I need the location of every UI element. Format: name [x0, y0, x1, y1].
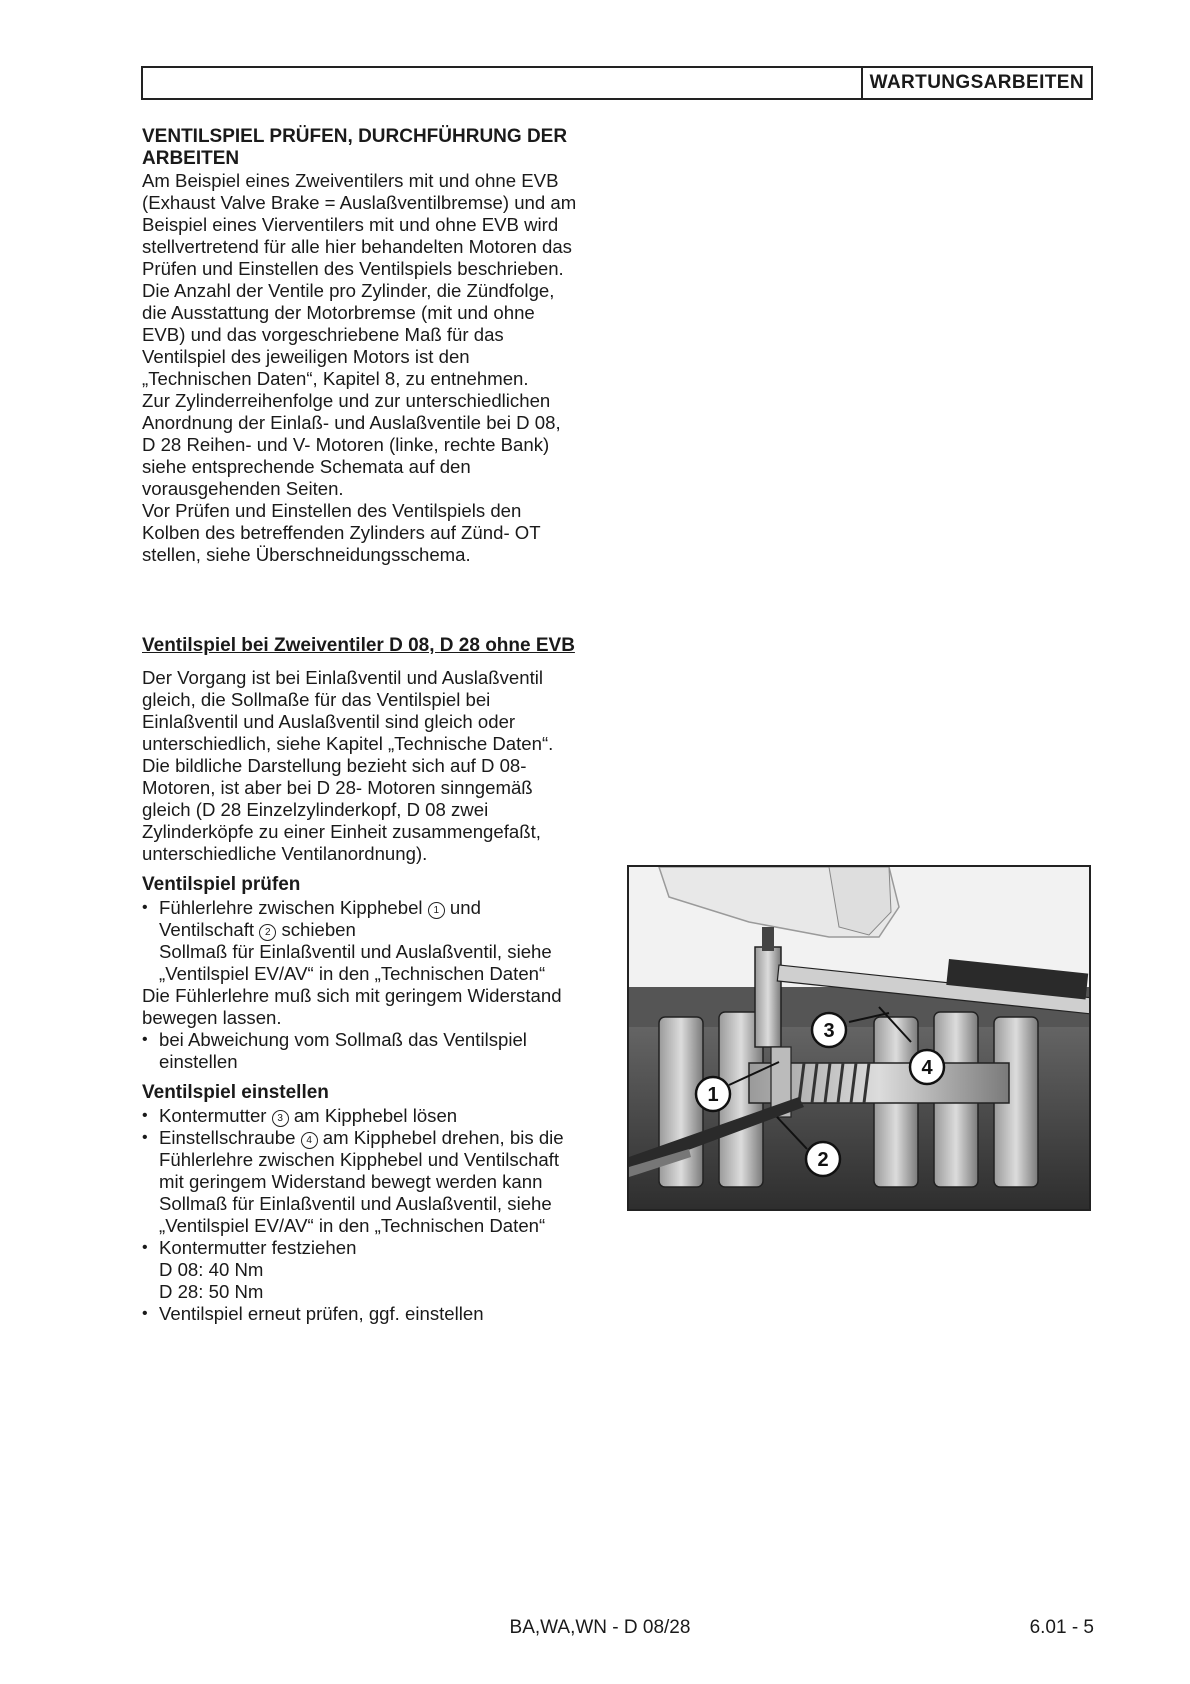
adjust-bullet-1: • Kontermutter 3 am Kipphebel lösen: [142, 1105, 612, 1127]
adjust-bullet-2: • Einstellschraube 4 am Kipphebel drehen, bis die Fühlerlehre zwischen Kipphebel und Ventilschaft mit geringem Widerstand bewegt werden kann Sollmaß für Einlaßventil und Auslaßventil, siehe „Ventilspiel EV/AV“ in den „Technischen Daten“: [142, 1127, 612, 1237]
header-box: [141, 66, 1093, 100]
check-bullet-1: • Fühlerlehre zwischen Kipphebel 1 und Ventilschaft 2 schieben Sollmaß für Einlaßventil und Auslaßventil, siehe „Ventilspiel EV/AV“ in den „Technischen Daten“: [142, 897, 612, 985]
ref-3-icon: 3: [272, 1110, 289, 1127]
callout-3: [812, 1013, 846, 1047]
check-note: Die Fühlerlehre muß sich mit geringem Widerstand bewegen lassen.: [142, 985, 562, 1028]
svg-text:3: 3: [823, 1020, 835, 1042]
footer-doc-id: BA,WA,WN - D 08/28: [509, 1617, 691, 1638]
adjust-bullet-4: • Ventilspiel erneut prüfen, ggf. einstellen: [142, 1303, 612, 1325]
intro-text: Am Beispiel eines Zweiventilers mit und ohne EVB (Exhaust Valve Brake = Auslaßventilbremse) und am Beispiel eines Vierventilers mit und ohne EVB wird stellvertretend für alle hier behandelten Motoren das Prüfen und Einstellen des Ventilspiels beschrieben. Die Anzahl der Ventile pro Zylinder, die Zündfolge, die Ausstattung der Motorbremse (mit und ohne EVB) und das vorgeschriebene Maß für das Ventilspiel des jeweiligen Motors ist den „Technischen Daten“, Kapitel 8, zu entnehmen. Zur Zylinderreihenfolge und zur unterschiedlichen Anordnung der Einlaß- und Auslaßventile bei D 08, D 28 Reihen- und V- Motoren (linke, rechte Bank) siehe entsprechende Schemata auf den vorausgehenden Seiten. Vor Prüfen und Einstellen des Ventilspiels den Kolben des betreffenden Zylinders auf Zünd- OT stellen, siehe Überschneidungsschema.: [142, 170, 577, 565]
footer-page-number: 6.01 - 5: [1029, 1617, 1094, 1638]
ref-4-icon: 4: [301, 1132, 318, 1149]
callout-1: [696, 1077, 730, 1111]
svg-text:4: 4: [921, 1057, 933, 1079]
valve-photo-illustration: [629, 867, 1089, 1209]
valve-photo: [627, 865, 1091, 1211]
intro-section: [142, 126, 612, 566]
svg-text:2: 2: [817, 1149, 829, 1171]
adjust-bullet-3: • Kontermutter festziehen D 08: 40 Nm D 28: 50 Nm: [142, 1237, 612, 1303]
check-heading: Ventilspiel prüfen: [142, 874, 301, 895]
adjust-heading: Ventilspiel einstellen: [142, 1082, 329, 1103]
callout-2: [806, 1142, 840, 1176]
check-list: [142, 897, 612, 985]
svg-text:1: 1: [707, 1084, 719, 1106]
check-bullet-2: • bei Abweichung vom Sollmaß das Ventilspiel einstellen: [142, 1029, 612, 1073]
intro-heading: VENTILSPIEL PRÜFEN, DURCHFÜHRUNG DER ARBEITEN: [142, 126, 568, 169]
section2-heading: Ventilspiel bei Zweiventiler D 08, D 28 ohne EVB: [142, 635, 575, 656]
adjust-list: [142, 1105, 612, 1325]
callout-4: [910, 1050, 944, 1084]
section-title: WARTUNGSARBEITEN: [861, 68, 1091, 98]
ref-2-icon: 2: [259, 924, 276, 941]
section2-text: Der Vorgang ist bei Einlaßventil und Auslaßventil gleich, die Sollmaße für das Ventilspiel bei Einlaßventil und Auslaßventil sind gleich oder unterschiedlich, siehe Kapitel „Technische Daten“. Die bildliche Darstellung bezieht sich auf D 08- Motoren, ist aber bei D 28- Motoren sinngemäß gleich (D 28 Einzelzylinderkopf, D 08 zwei Zylinderköpfe zu einer Einheit zusammengefaßt, unterschiedliche Ventilanordnung).: [142, 667, 554, 864]
check-list-2: [142, 1029, 612, 1073]
ref-1-icon: 1: [428, 902, 445, 919]
section2: [142, 634, 612, 1325]
